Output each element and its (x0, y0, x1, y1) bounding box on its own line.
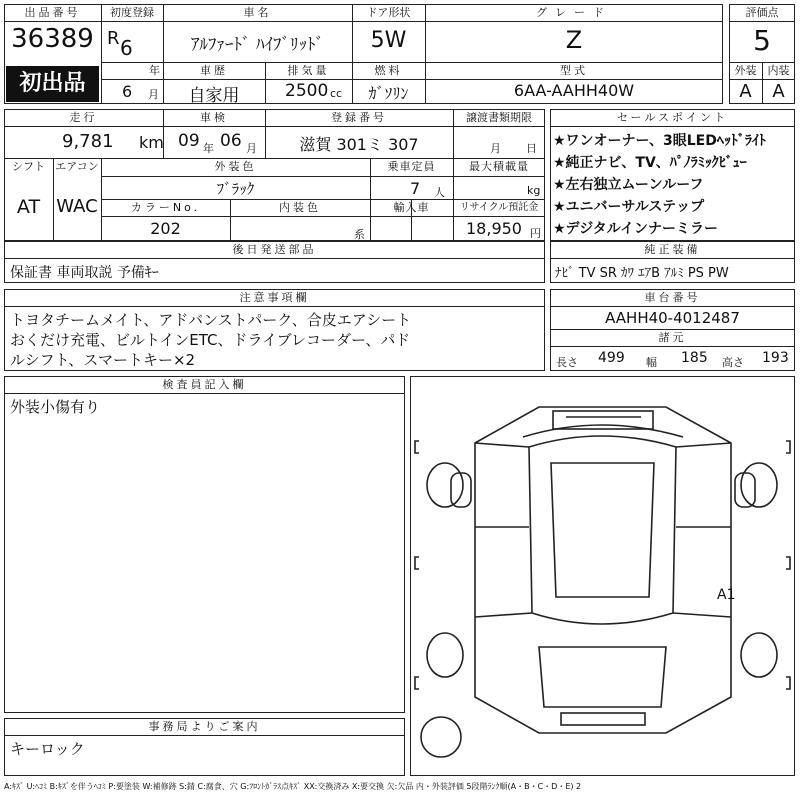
damage-mark-a1: A1 (717, 587, 736, 603)
int-grade: A (772, 81, 785, 102)
model-label: 型式 (560, 64, 588, 77)
notes-line: おくだけ充電、ビルトインETC、ドライブレコーダー、パド (10, 331, 411, 349)
capacity: 7 (410, 179, 421, 198)
inspector-label: 検査員記入欄 (162, 378, 247, 391)
sales-point-item: ★ユニバーサルステップ (553, 199, 705, 215)
registration-label: 登録番号 (331, 111, 387, 124)
load-unit: kg (527, 184, 541, 197)
month-num: 6 (122, 82, 133, 101)
int-grade-label: 内装 (767, 64, 790, 77)
sales-points-label: セールスポイント (616, 111, 728, 124)
cc-unit: cc (330, 87, 343, 100)
score: 5 (753, 24, 771, 57)
transfer-month-unit: 月 (490, 142, 501, 155)
import-label: 輸入車 (393, 201, 430, 214)
ext-grade: A (739, 81, 752, 102)
inspection-label: 車検 (200, 111, 228, 124)
legend: A:ｷｽﾞ U:ﾍｺﾐ B:ｷｽﾞを伴うﾍｺﾐ P:要塗装 W:補修跡 S:錆 C:腐食、穴 G:ﾌﾛﾝﾄｶﾞﾗｽ点ｷｽﾞ XX:交換済み X:要交換 欠:欠品 内・外装評価 5段階ﾗﾝｸ順(A・B・C・D・E) 2 (4, 782, 582, 791)
transfer-doc-label: 譲渡書類期限 (466, 111, 532, 124)
width-label: 幅 (646, 356, 657, 369)
recycle-amount: 18,950 (466, 219, 522, 238)
office-note: キーロック (10, 740, 85, 758)
ac: WAC (56, 196, 98, 217)
lot-number: 36389 (11, 24, 94, 54)
car-diagram-svg (411, 377, 794, 775)
notes-label: 注意事項欄 (239, 291, 310, 304)
model: 6AA-AAHH40W (513, 81, 635, 100)
mileage-label: 走行 (69, 111, 98, 124)
displacement-label: 排気量 (287, 64, 330, 77)
chassis-label: 車台番号 (644, 291, 701, 304)
ext-grade-label: 外装 (734, 64, 757, 77)
era: R (107, 28, 120, 49)
notes-line: トヨタチームメイト、アドバンストパーク、合皮エアシート (10, 311, 412, 329)
fuel: ｶﾞｿﾘﾝ (368, 84, 409, 103)
exterior-color-label: 外装色 (214, 160, 257, 173)
genuine-equipment: ﾅﾋﾞ TV SR ｶﾜ ｴｱB ｱﾙﾐ PS PW (555, 266, 729, 281)
year-unit: 年 (149, 64, 160, 77)
sales-point-item: ★純正ナビ、TV、ﾊﾟﾉﾗﾐｯｸﾋﾞｭｰ (553, 155, 747, 171)
load-label: 最大積載量 (469, 160, 529, 173)
interior-color-label: 内装色 (279, 201, 321, 214)
recycle-label: リサイクル預託金 (459, 202, 539, 213)
year-num: 6 (120, 36, 133, 60)
transfer-day-unit: 日 (526, 142, 537, 155)
shift-label: シフト (12, 160, 45, 173)
mileage-unit: km (139, 133, 164, 152)
fuel-label: 燃料 (374, 64, 403, 77)
displacement: 2500 (285, 81, 329, 101)
inspection-month-unit: 月 (246, 142, 257, 155)
shift: AT (16, 196, 41, 218)
office-label: 事務局よりご案内 (148, 720, 261, 733)
sales-point-item: ★ワンオーナー、3眼LEDﾍｯﾄﾞﾗｲﾄ (553, 133, 766, 149)
month-unit: 月 (148, 88, 159, 101)
lot-label: 出品番号 (24, 6, 81, 19)
inspection-year: 09 (178, 131, 200, 151)
inspection-month: 06 (220, 131, 242, 151)
sales-point-item: ★左右独立ムーンルーフ (553, 177, 704, 193)
first-listing-badge: 初出品 (6, 66, 99, 102)
first-reg-label: 初度登録 (110, 6, 154, 19)
length: 499 (598, 350, 625, 366)
door-label: ドア形状 (366, 6, 411, 19)
notes-line: ルシフト、スマートキー×2 (10, 351, 196, 369)
chassis-number: AAHH40-4012487 (605, 309, 740, 327)
width: 185 (681, 350, 708, 366)
later-parts-label: 後日発送部品 (232, 243, 317, 256)
car-name-label: 車名 (243, 6, 272, 19)
inspector-note: 外装小傷有り (10, 398, 101, 416)
ac-label: エアコン (55, 160, 99, 173)
mileage: 9,781 (62, 131, 114, 152)
capacity-label: 乗車定員 (387, 160, 436, 173)
grade: Z (565, 26, 583, 54)
grade-label: グレード (536, 6, 612, 19)
spec-label: 諸元 (658, 331, 687, 344)
genuine-equipment-label: 純正装備 (644, 243, 701, 256)
inspector-block (4, 376, 405, 713)
height: 193 (762, 350, 789, 366)
interior-color-suffix: 系 (354, 228, 365, 241)
recycle-unit: 円 (530, 227, 541, 240)
score-label: 評価点 (745, 6, 779, 19)
history: 自家用 (188, 86, 240, 106)
capacity-unit: 人 (434, 186, 445, 199)
color-no: 202 (150, 219, 181, 238)
door-type: 5W (370, 28, 407, 53)
length-label: 長さ (556, 356, 578, 369)
color-no-label: カラーNo. (130, 201, 201, 214)
sales-point-item: ★デジタルインナーミラー (553, 221, 719, 237)
later-parts: 保証書 車両取説 予備ｷｰ (10, 265, 159, 281)
history-label: 車歴 (200, 64, 228, 77)
damage-diagram (410, 376, 795, 776)
height-label: 高さ (722, 356, 744, 369)
registration-number: 滋賀 301ミ 307 (299, 135, 419, 154)
exterior-color: ﾌﾞﾗｯｸ (216, 180, 255, 198)
car-name: ｱﾙﾌｧｰﾄﾞ ﾊｲﾌﾞﾘｯﾄﾞ (191, 35, 324, 55)
details-block (4, 109, 545, 241)
inspection-year-unit: 年 (203, 142, 214, 155)
